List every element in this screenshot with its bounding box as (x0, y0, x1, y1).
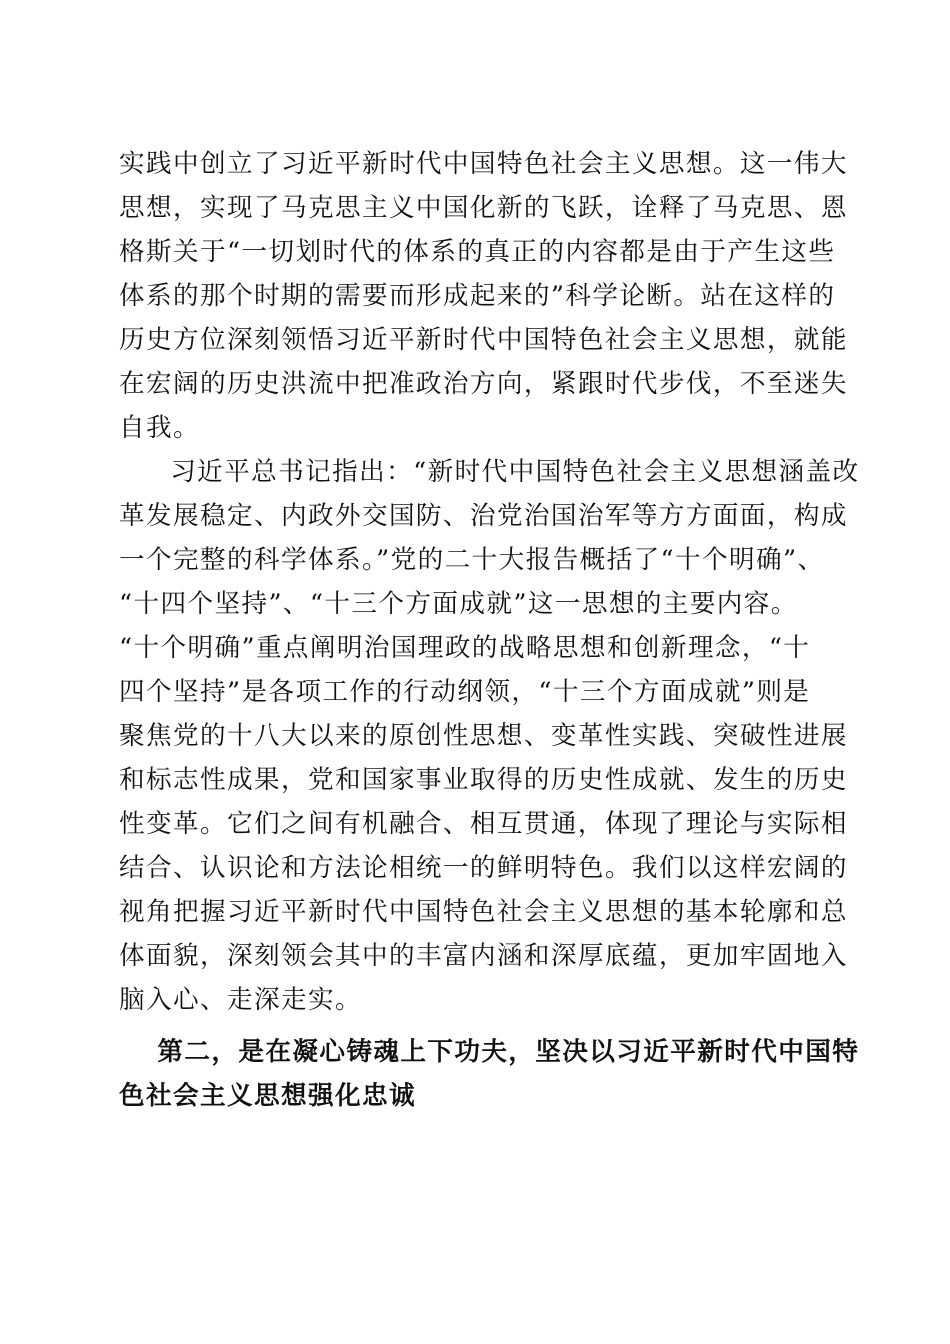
text-line: 四个坚持”是各项工作的行动纲领，“十三个方面成就”则是 (119, 677, 811, 707)
text-line: “十四个坚持”、“十三个方面成就”这一思想的主要内容。 (119, 589, 798, 619)
text-line: 视角把握习近平新时代中国特色社会主义思想的基本轮廓和总 (119, 897, 848, 927)
text-line: 体面貌，深刻领会其中的丰富内涵和深厚底蕴，更加牢固地入 (119, 941, 848, 971)
text-line: 在宏阔的历史洪流中把准政治方向，紧跟时代步伐，不至迷失 (119, 369, 848, 399)
paragraph-2 (119, 450, 860, 1022)
text-line: 实践中创立了习近平新时代中国特色社会主义思想。这一伟大 (119, 149, 848, 179)
text-line: 脑入心、走深走实。 (119, 985, 362, 1015)
text-line: “十个明确”重点阐明治国理政的战略思想和创新理念，“十 (119, 633, 811, 663)
text-line: 体系的那个时期的需要而形成起来的”科学论断。站在这样的 (119, 281, 836, 311)
text-line: 自我。 (119, 413, 200, 443)
text-line: 聚焦党的十八大以来的原创性思想、变革性实践、突破性进展 (119, 721, 848, 751)
paragraph-1 (119, 142, 848, 450)
heading-line: 第二，是在凝心铸魂上下功夫，坚决以习近平新时代中国特 (157, 1037, 860, 1067)
document-body (119, 142, 860, 1118)
text-line: 习近平总书记指出：“新时代中国特色社会主义思想涵盖改 (170, 457, 860, 487)
section-heading (119, 1030, 860, 1118)
heading-line: 色社会主义思想强化忠诚 (119, 1081, 416, 1111)
text-line: 思想，实现了马克思主义中国化新的飞跃，诠释了马克思、恩 (119, 193, 848, 223)
text-line: 性变革。它们之间有机融合、相互贯通，体现了理论与实际相 (119, 809, 848, 839)
text-line: 和标志性成果，党和国家事业取得的历史性成就、发生的历史 (119, 765, 848, 795)
text-line: 历史方位深刻领悟习近平新时代中国特色社会主义思想，就能 (119, 325, 848, 355)
text-line: 一个完整的科学体系。”党的二十大报告概括了“十个明确”、 (119, 545, 825, 575)
text-line: 结合、认识论和方法论相统一的鲜明特色。我们以这样宏阔的 (119, 853, 848, 883)
text-line: 革发展稳定、内政外交国防、治党治国治军等方方面面，构成 (119, 501, 848, 531)
text-line: 格斯关于“一切划时代的体系的真正的内容都是由于产生这些 (119, 237, 836, 267)
